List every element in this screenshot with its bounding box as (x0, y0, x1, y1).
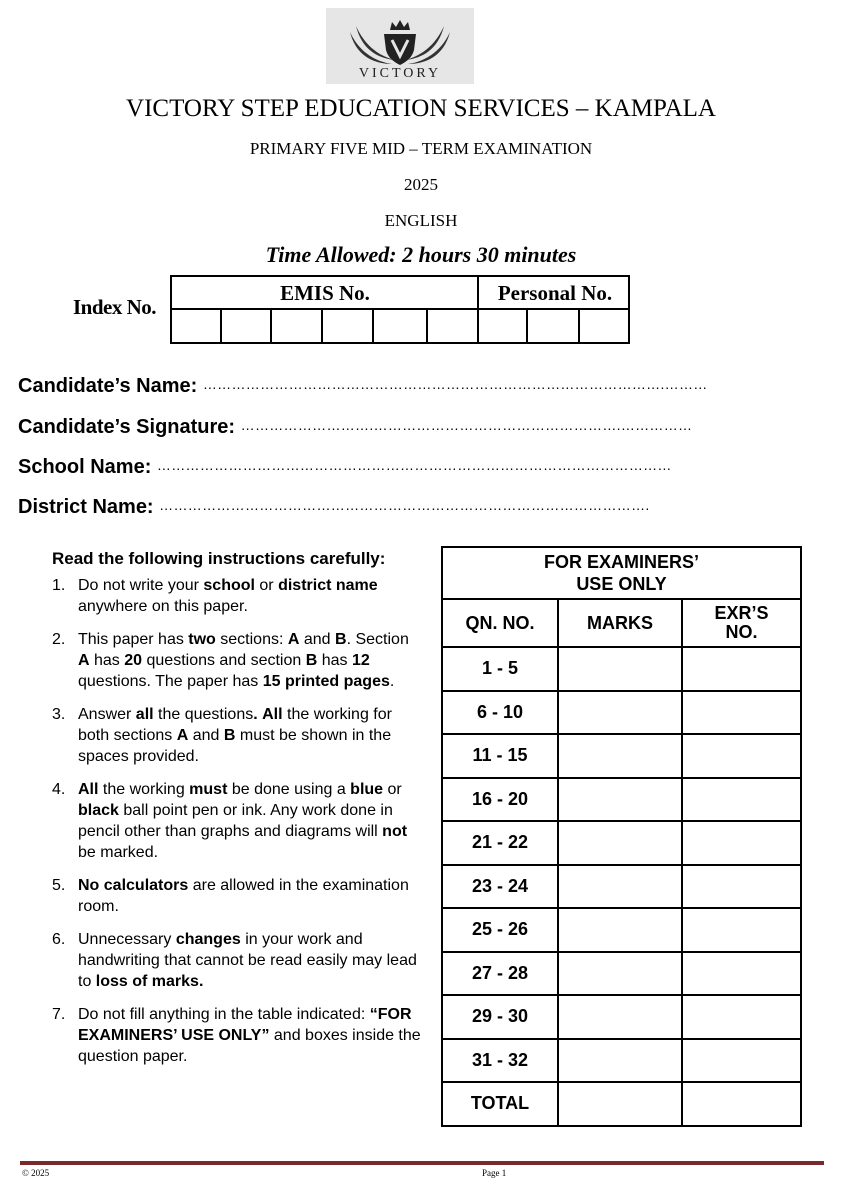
instruction-text (78, 779, 422, 863)
footer-rule (20, 1161, 824, 1165)
instruction-fragment: the questions (153, 706, 254, 723)
instruction-number: 4. (52, 781, 66, 798)
instruction-emphasis: 15 printed pages (262, 673, 390, 690)
instruction-fragment: This paper has (78, 631, 189, 648)
question-range: 29 - 30 (442, 995, 558, 1039)
instruction-emphasis: changes (175, 931, 241, 948)
col-exr-no (682, 599, 801, 647)
victory-logo (326, 8, 474, 84)
marks-cell[interactable] (558, 865, 682, 909)
instruction-number: 7. (52, 1006, 66, 1023)
emis-digit-cell[interactable] (426, 308, 428, 344)
instruction-emphasis: “FOR EXAMINERS’ USE ONLY” (78, 1006, 412, 1044)
instruction-emphasis: A (78, 652, 90, 669)
instruction-fragment: and boxes inside the question paper. (78, 1027, 421, 1065)
instruction-text (78, 704, 422, 767)
emis-digit-cell[interactable] (321, 308, 323, 344)
instruction-text (78, 1004, 422, 1067)
marks-cell[interactable] (558, 821, 682, 865)
emis-digit-cell[interactable] (372, 308, 374, 344)
instruction-fragment: must be shown in the spaces provided. (78, 727, 392, 765)
time-allowed: Time Allowed: 2 hours 30 minutes (265, 242, 577, 267)
instruction-fragment: or (254, 577, 279, 594)
instructions (52, 548, 422, 1079)
marks-cell[interactable] (558, 778, 682, 822)
field-dots: …………………………………………………………………………………….……… (202, 376, 708, 392)
instruction-fragment: has (89, 652, 125, 669)
field-label: Candidate’s Signature: (18, 416, 236, 438)
instruction-text (78, 629, 422, 692)
instruction-text (78, 929, 422, 992)
question-range: 27 - 28 (442, 952, 558, 996)
instruction-fragment: questions and section (142, 652, 306, 669)
instruction-fragment: or (383, 781, 402, 798)
instruction-fragment: . (389, 673, 395, 690)
instruction-fragment: ball point pen or ink. Any work done in pencil other than graphs and diagrams will (78, 802, 393, 840)
question-range: 6 - 10 (442, 691, 558, 735)
examiner-number-cell[interactable] (682, 691, 801, 735)
instruction-emphasis: 20 (124, 652, 143, 669)
instruction-item (52, 779, 422, 863)
table-row (442, 691, 801, 735)
instruction-fragment: the working (98, 781, 190, 798)
emis-label: EMIS No. (280, 281, 370, 305)
school-name-field[interactable] (18, 456, 757, 479)
instruction-fragment: and (188, 727, 224, 744)
emis-digit-cell[interactable] (220, 308, 222, 344)
instruction-emphasis: A (176, 727, 189, 744)
field-dots: ……………………….…………………………………………….…………… (240, 417, 693, 433)
col-marks: MARKS (558, 599, 682, 647)
instruction-fragment: . Section (346, 631, 409, 648)
instruction-number: 5. (52, 877, 66, 894)
instruction-item (52, 1004, 422, 1067)
col-exr-line: NO. (725, 622, 758, 642)
caption-line: USE ONLY (576, 574, 667, 594)
instruction-fragment: Unnecessary (78, 931, 176, 948)
instruction-emphasis: loss of marks. (95, 973, 204, 990)
instruction-text (78, 875, 422, 917)
instruction-emphasis: All (262, 706, 283, 723)
field-dots: ……………………………………………………………………………………………… (156, 457, 672, 473)
page-title: VICTORY STEP EDUCATION SERVICES – KAMPALA (126, 95, 716, 122)
personal-number-label: Personal No. (497, 281, 613, 305)
examiner-number-cell[interactable] (682, 647, 801, 691)
instruction-fragment: the working for both sections (78, 706, 392, 744)
instruction-emphasis: No calculators (78, 877, 189, 894)
examiner-number-cell[interactable] (682, 952, 801, 996)
instruction-fragment: Do not write your (78, 577, 204, 594)
index-divider (477, 275, 479, 344)
instruction-text (78, 575, 422, 617)
instruction-item (52, 875, 422, 917)
index-divider (170, 308, 630, 310)
table-row (442, 778, 801, 822)
instruction-fragment: sections: (215, 631, 288, 648)
instruction-emphasis: A (287, 631, 300, 648)
table-row (442, 1082, 801, 1126)
table-row (442, 821, 801, 865)
instruction-item (52, 629, 422, 692)
question-range: 23 - 24 (442, 865, 558, 909)
field-label: School Name: (18, 456, 152, 478)
instruction-emphasis: two (188, 631, 216, 648)
instruction-emphasis: 12 (351, 652, 370, 669)
instruction-emphasis: school (203, 577, 255, 594)
field-dots: …………………………………………………………………………………………. (159, 497, 650, 513)
table-row (442, 995, 801, 1039)
instruction-fragment: questions. The paper has (78, 673, 263, 690)
exam-subject: ENGLISH (384, 211, 458, 230)
examiner-number-cell[interactable] (682, 1039, 801, 1083)
marks-cell[interactable] (558, 1082, 682, 1126)
instruction-emphasis: B (223, 727, 236, 744)
instruction-emphasis: not (382, 823, 408, 840)
instruction-emphasis: blue (350, 781, 384, 798)
marks-cell[interactable] (558, 647, 682, 691)
instruction-number: 1. (52, 577, 66, 594)
instruction-fragment: be done using a (227, 781, 351, 798)
instruction-fragment: be marked. (78, 844, 159, 861)
instruction-item (52, 704, 422, 767)
instruction-fragment: and (299, 631, 336, 648)
table-row (442, 952, 801, 996)
examiner-number-cell[interactable] (682, 778, 801, 822)
examiners-table-caption (442, 547, 801, 599)
table-row (442, 734, 801, 778)
examiners-table (441, 546, 802, 1127)
table-row (442, 647, 801, 691)
instruction-fragment: anywhere on this paper. (78, 598, 248, 615)
table-row (442, 908, 801, 952)
personal-digit-cell[interactable] (578, 308, 580, 344)
instruction-number: 2. (52, 631, 66, 648)
instruction-emphasis: district name (278, 577, 378, 594)
instruction-number: 3. (52, 706, 66, 723)
emis-digit-cell[interactable] (270, 308, 272, 344)
instruction-emphasis: all (135, 706, 154, 723)
question-range: 1 - 5 (442, 647, 558, 691)
examiner-number-cell[interactable] (682, 821, 801, 865)
question-range: 11 - 15 (442, 734, 558, 778)
exam-subtitle: PRIMARY FIVE MID – TERM EXAMINATION (249, 139, 593, 158)
index-number-label: Index No. (73, 295, 157, 319)
col-exr-line: EXR’S (714, 603, 769, 623)
table-row (442, 865, 801, 909)
page-number: Page 1 (482, 1168, 507, 1178)
question-range: 31 - 32 (442, 1039, 558, 1083)
question-range: 16 - 20 (442, 778, 558, 822)
caption-line: FOR EXAMINERS’ (543, 552, 699, 572)
instructions-heading: Read the following instructions carefully: (52, 549, 386, 568)
marks-cell[interactable] (558, 691, 682, 735)
instruction-emphasis: B (335, 631, 347, 648)
examiner-number-cell[interactable] (682, 734, 801, 778)
exam-year: 2025 (404, 175, 438, 194)
marks-cell[interactable] (558, 952, 682, 996)
instruction-fragment: Do not fill anything in the table indicated: (78, 1006, 370, 1023)
instruction-emphasis: . (253, 706, 258, 723)
instruction-fragment: has (317, 652, 352, 669)
instruction-fragment: Answer (78, 706, 136, 723)
examiner-number-cell[interactable] (682, 865, 801, 909)
district-name-field[interactable] (18, 496, 755, 519)
marks-cell[interactable] (558, 908, 682, 952)
instruction-fragment: are allowed in the examination room. (78, 877, 409, 915)
field-label: Candidate’s Name: (18, 375, 198, 397)
candidate-name-field[interactable] (18, 375, 761, 398)
instruction-emphasis: B (305, 652, 318, 669)
table-row (442, 1039, 801, 1083)
question-range: TOTAL (442, 1082, 558, 1126)
question-range: 25 - 26 (442, 908, 558, 952)
examiner-number-cell[interactable] (682, 1082, 801, 1126)
logo-text: VICTORY (358, 66, 442, 81)
examiner-number-cell[interactable] (682, 908, 801, 952)
instructions-list (52, 575, 422, 1067)
personal-digit-cell[interactable] (526, 308, 528, 344)
instruction-fragment: in your work and handwriting that cannot be read easily may lead to (78, 931, 417, 990)
footer-copyright: © 2025 (22, 1168, 50, 1178)
marks-cell[interactable] (558, 995, 682, 1039)
instruction-item (52, 929, 422, 992)
col-qn-no: QN. NO. (442, 599, 558, 647)
candidate-signature-field[interactable] (18, 416, 759, 439)
instruction-emphasis: black (78, 802, 119, 819)
instruction-item (52, 575, 422, 617)
instruction-number: 6. (52, 931, 66, 948)
instruction-emphasis: must (189, 781, 228, 798)
examiner-number-cell[interactable] (682, 995, 801, 1039)
field-label: District Name: (18, 496, 154, 518)
question-range: 21 - 22 (442, 821, 558, 865)
instruction-emphasis: All (78, 781, 99, 798)
marks-cell[interactable] (558, 734, 682, 778)
marks-cell[interactable] (558, 1039, 682, 1083)
